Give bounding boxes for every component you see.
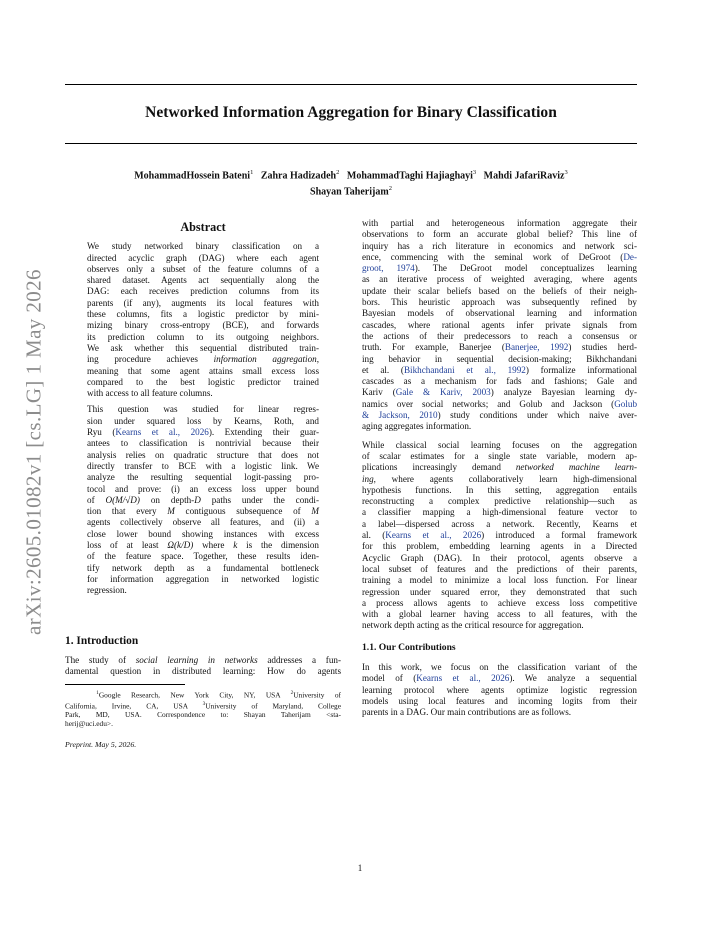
text-run: on depth- (139, 494, 195, 505)
text-run: ) formalize informational (525, 364, 637, 375)
text-line: observations to form an accurate global belief? This line of (362, 229, 637, 240)
text-line: While classical social learning focuses on the aggregation (362, 439, 637, 450)
text-line: for information aggregation in networked logistic (87, 573, 319, 584)
text-line: bors. This heuristic approach was subsequently refined by (362, 297, 637, 308)
text-line (362, 342, 637, 353)
citation-link[interactable]: Kearns et al., 2026 (416, 673, 510, 684)
text-line (362, 462, 637, 473)
text-line (362, 365, 637, 376)
citation-link[interactable]: Golub (614, 398, 637, 409)
author-name: Mahdi JafariRaviz (483, 170, 565, 182)
text-line: Acyclic Graph (DAG). In their protocol, agents observe a (362, 552, 637, 563)
arxiv-watermark: arXiv:2605.01082v1 [cs.LG] 1 May 2026 (21, 269, 46, 635)
text-run: California, Irvine, CA, USA (65, 701, 203, 711)
math: M (167, 506, 175, 517)
text-line: with a global learner having access to all features, with the (362, 609, 637, 620)
section-heading-introduction: 1. Introduction (65, 634, 139, 647)
text-run: ). The DeGroot model conceptualizes learning (414, 263, 637, 274)
text-run: , (316, 354, 319, 365)
text-line: This question was studied for linear regres- (87, 404, 319, 415)
text-line: a process allows agents to achieve excess loss competitive (362, 597, 637, 608)
citation-link[interactable]: Kearns et al., 2026 (385, 530, 482, 541)
text-line: ing behavior in sequential decision-making; Bikhchandani (362, 353, 637, 364)
text-line: herij@uci.edu>. (65, 719, 113, 729)
text-line: network depth acting as the critical resource for aggregation. (362, 620, 584, 631)
text-line: these columns, fits a logistic predictor by mini- (87, 309, 319, 320)
author-list (65, 166, 637, 199)
text-run: tion that every (87, 506, 168, 517)
affiliation-mark: 3 (564, 169, 568, 176)
title-rule-top (65, 84, 637, 85)
text-line: analysis relies on quadratic structure that does not (87, 449, 319, 460)
affiliations-footnote (65, 689, 341, 728)
citation-link[interactable]: Gale & Kariv, 2003 (395, 387, 491, 398)
text-run: plications increasingly demand (362, 462, 516, 473)
text-line: meaning that some agent attains small excess loss (87, 365, 319, 376)
citation-link[interactable]: & Jackson, 2010 (362, 410, 438, 421)
text-line (87, 354, 319, 365)
text-line: We study networked binary classification on a (87, 241, 319, 252)
text-line: learning protocol where agents optimize logistic regression (362, 684, 637, 695)
left-column (65, 218, 341, 751)
text-run: where (193, 540, 234, 551)
text-run: ing procedure achieves (87, 354, 214, 365)
emphasis: ing (362, 473, 374, 484)
text-run: Kariv ( (362, 387, 396, 398)
affiliation-mark: 3 (472, 169, 477, 176)
title-rule-bottom (65, 143, 637, 144)
text-line (87, 495, 319, 506)
text-run: is the dimension (237, 540, 319, 551)
subsection-heading-contributions: 1.1. Our Contributions (362, 641, 456, 653)
text-line: damental question in distributed learning: How do agents (65, 666, 341, 677)
text-line: tify network depth as a fundamental bottleneck (87, 562, 319, 573)
text-line (65, 655, 341, 666)
text-run: paths under the condi- (200, 494, 319, 505)
text-run: contiguous subsequence of (174, 506, 312, 517)
text-line (362, 399, 637, 410)
text-run: , where agents collaboratively learn high-dimensional (373, 473, 637, 484)
text-run: et al. ( (362, 364, 404, 375)
text-line: as an iterative process of weighted averaging, where agents (362, 274, 637, 285)
text-line: observes only a subset of the feature columns of a (87, 263, 319, 274)
text-run: Ryu ( (87, 427, 116, 438)
right-column (362, 218, 637, 725)
text-line: Park, MD, USA. Correspondence to: Shayan Taherijam <sta- (65, 710, 341, 720)
text-line: shared dataset. Agents act sequentially along the (87, 275, 319, 286)
text-line: sion under squared loss by Kearns, Roth, and (87, 415, 319, 426)
footnote-mark: 2 (290, 690, 294, 697)
citation-link[interactable]: Bikhchandani et al., 1992 (403, 364, 526, 375)
text-line: inquiry has a rich literature in economics and network sci- (362, 240, 637, 251)
text-line: directly transfer to BCE with a logistic link. We (87, 460, 319, 471)
text-run: al. ( (362, 530, 386, 541)
intro-paragraph (362, 218, 637, 433)
text-line: parents in a DAG. Our main contributions are as follows. (362, 707, 572, 718)
page-number: 1 (357, 863, 363, 873)
text-line: local subset of features and the predictions of their parents, (362, 563, 637, 574)
text-line: regression. (87, 585, 127, 596)
affiliation-mark: 2 (388, 185, 392, 193)
footnote-mark: 1 (96, 690, 99, 697)
text-run: model of ( (362, 673, 417, 684)
text-line: regression under squared error, they demonstrated that such (362, 586, 637, 597)
text-line: models using local features and incoming logits from their (362, 695, 637, 706)
text-run: Google Research, New York City, NY, USA (98, 690, 291, 700)
text-line: directed acyclic graph (DAG) where each agent (87, 252, 319, 263)
text-line: the actions of their predecessors to reach a consensus or (362, 330, 637, 341)
math: k (233, 540, 238, 551)
text-line: antees to classification is nontrivial because their (87, 438, 319, 449)
citation-link[interactable]: De- (623, 251, 637, 262)
text-line: with access to all feature columns. (87, 388, 213, 399)
text-line: analyze the resulting sequential logit-passing pro- (87, 472, 319, 483)
text-line (65, 689, 341, 699)
text-line: a classifier mapping a high-dimensional feature vector to (362, 507, 637, 518)
citation-link[interactable]: Banerjee, 1992 (504, 342, 569, 353)
text-line: reconstructing a complex predictive relationship—such as (362, 496, 637, 507)
text-run: truth. For example, Banerjee ( (362, 342, 505, 353)
text-line: parents (if any), augments its local features with (87, 297, 319, 308)
text-run: ) studies herd- (568, 342, 637, 353)
text-run: namics over social networks; and Golub and Jackson ( (362, 398, 615, 409)
text-line: aging aggregates information. (362, 421, 472, 432)
text-run: of (87, 494, 106, 505)
text-line: cascades as a mechanism for fads and fashions; Gale and (362, 376, 637, 387)
abstract-body (65, 241, 341, 596)
author-name: MohammadHossein Bateni (134, 170, 251, 182)
text-line: We ask whether this sequential distributed train- (87, 342, 319, 353)
text-line (362, 474, 637, 485)
text-line (65, 700, 341, 710)
text-line: compared to the best logistic predictor trained (87, 376, 319, 387)
abstract-heading: Abstract (180, 220, 226, 234)
abstract-paragraph (87, 404, 319, 596)
text-line (362, 252, 637, 263)
contributions-paragraph (362, 662, 637, 718)
text-line: with partial and heterogeneous information aggregate their (362, 218, 637, 228)
text-run: ). Extending their guar- (208, 427, 320, 438)
text-run: The study of (65, 654, 136, 665)
text-run: loss of at least (87, 540, 168, 551)
text-line: DAG: each receives prediction columns from its (87, 286, 319, 297)
text-line: for this problem, embedding learning agents in a Directed (362, 541, 637, 552)
text-line: cascades, where rational agents infer private signals from (362, 319, 637, 330)
text-line (362, 263, 637, 274)
math: O(M/√D) (105, 494, 140, 505)
text-line (362, 673, 637, 684)
text-line: of scalar estimates for a single state variable, modern ap- (362, 450, 637, 461)
math: D (194, 494, 201, 505)
text-line: hypothesis functions. In this setting, aggregation entails (362, 484, 637, 495)
footnote-rule (65, 684, 185, 685)
paper-title: Networked Information Aggregation for Binary Classification (145, 104, 557, 121)
math: M (311, 506, 319, 517)
text-line (87, 540, 319, 551)
abstract-paragraph (87, 241, 319, 399)
text-run: ) study conditions under which naive aver- (437, 410, 637, 421)
text-run: addresses a fun- (257, 654, 342, 665)
emphasis: information aggregation (213, 354, 317, 365)
text-run: ence, commencing with the seminal work of DeGroot ( (362, 251, 624, 262)
text-run: ) analyze Bayesian learning dy- (490, 387, 637, 398)
intro-paragraph (362, 440, 637, 632)
text-line: close lower bound showing instances with excess (87, 528, 319, 539)
text-line: Bayesian models of observational learning and information (362, 308, 637, 319)
math: Ω(k/D) (167, 540, 194, 551)
text-line: mizing binary cross-entropy (BCE), and forwards (87, 320, 319, 331)
footnote-mark: 3 (202, 700, 206, 707)
author-name: MohammadTaghi Hajiaghayi (346, 170, 473, 182)
text-line: its prediction column to its outgoing neighbors. (87, 331, 319, 342)
citation-link[interactable]: groot, 1974 (362, 263, 415, 274)
text-line: agents collectively observe all features, and (ii) a (87, 517, 319, 528)
text-line: update their scalar beliefs based on the beliefs of their neigh- (362, 285, 637, 296)
text-line: training a model to minimize a local loss function. For linear (362, 575, 637, 586)
affiliation-mark: 2 (336, 169, 340, 176)
intro-paragraph (65, 655, 341, 678)
text-line (87, 506, 319, 517)
affiliation-mark: 1 (250, 169, 254, 176)
emphasis: social learning in networks (135, 654, 258, 665)
text-line: tocol and prove: (i) an excess loss upper bound (87, 483, 319, 494)
text-line (362, 387, 637, 398)
text-line (87, 427, 319, 438)
author-name: Shayan Taherijam (310, 186, 389, 198)
citation-link[interactable]: Kearns et al., 2026 (115, 427, 209, 438)
preprint-notice: Preprint. May 5, 2026. (65, 740, 137, 750)
text-run: ). We analyze a sequential (509, 673, 638, 684)
author-name: Zahra Hadizadeh (260, 170, 337, 182)
text-run: University of Maryland, College (205, 701, 342, 711)
text-line: a label—dispersed across a network. Recently, Kearns et (362, 518, 637, 529)
text-line (362, 530, 637, 541)
text-line (362, 410, 637, 421)
text-run: ) introduced a formal framework (481, 530, 638, 541)
text-run: University of (293, 690, 341, 700)
text-line: In this work, we focus on the classification variant of the (362, 661, 637, 672)
emphasis: networked machine learn- (515, 462, 637, 473)
text-line: of the feature space. Together, these results iden- (87, 551, 319, 562)
